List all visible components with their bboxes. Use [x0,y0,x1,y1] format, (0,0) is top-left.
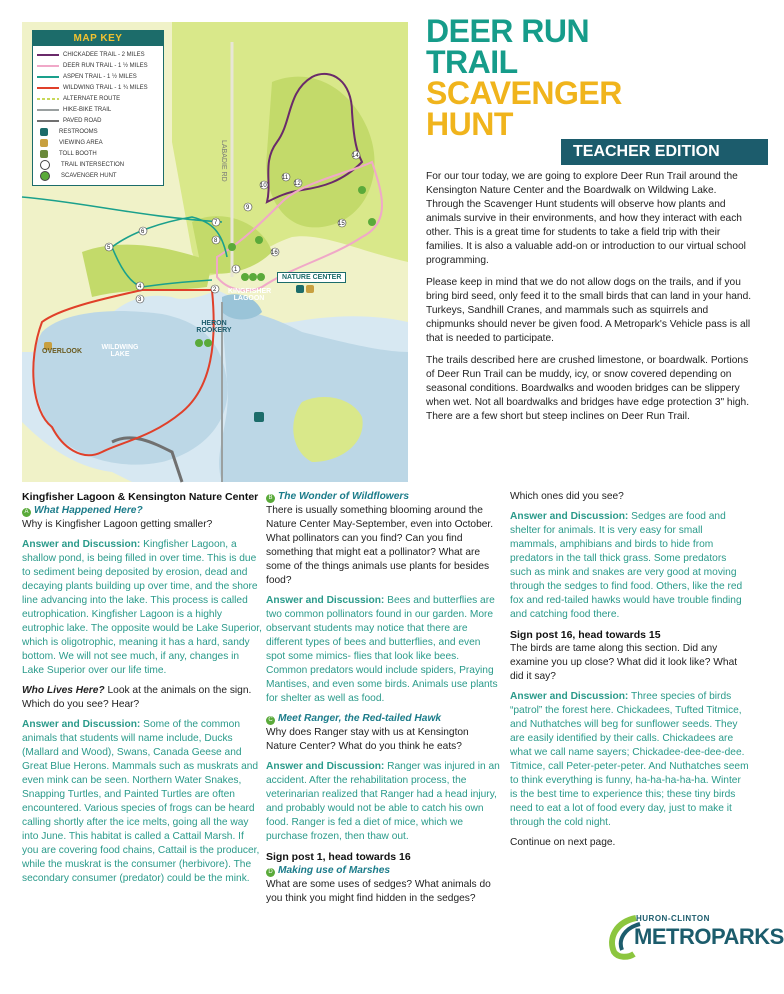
stop-d-question: What are some uses of sedges? What animals do you think you might find hidden in the sedges? [266,879,491,904]
legend-label: RESTROOMS [59,128,98,135]
sign-post-1-heading: Sign post 1, head towards 16 [266,851,411,863]
map-key-title: MAP KEY [33,31,163,46]
answer-text: Bees and butterflies are two common pollinators found in our garden. More observant students may notice that there are different types of bees and butterflies, and even spot some mimics- flies that look like bees. Common predators would include spiders, Praying Mantises, and even some birds. Animals use plants for shelter as well as food. [266,595,498,704]
legend-label: PAVED ROAD [63,117,102,124]
logo-small-text: HURON-CLINTON [636,914,710,923]
column-3 [510,490,750,856]
legend-swatch [37,98,59,100]
stop-b-answer [266,594,502,706]
legend-icon [40,139,48,147]
answer-label: Answer and Discussion: [266,595,385,606]
trail-map [22,22,408,482]
answer-text: Some of the common animals that students will name include, Ducks (Mallard and Wood), Swans, Canada Geese and Great Blue Herons. Mammals such as muskrats and even mink can be seen. Northern Water Snakes, Snapping Turtles, and Painted Turtles are often encountered. Various species of frogs can be heard calling shortly after the ice melts, going all the way into June. This habitat is called a Cattail Marsh. If you are covering food chains, Cattail is the producer, while the muskrat is the consumer (herbivore). The secondary consumer (predator) could be the mink. [22,719,260,884]
legend-item [37,71,159,82]
teacher-edition-banner: TEACHER EDITION [561,139,768,165]
logo-big-text: METROPARKS [634,924,784,949]
wildwing-lake-label: WILDWING LAKE [101,344,139,358]
answer-text: Ranger was injured in an accident. After the rehabilitation process, the veterinarian realized that Ranger had a head injury, and probably would not be able to catch his own food. Ranger is fed a diet of mice, which we purchase frozen, then thaw out. [266,761,500,842]
legend-item [37,104,159,115]
legend-label: ASPEN TRAIL - 1 ½ MILES [63,73,137,80]
continue-note: Continue on next page. [510,837,616,848]
answer-text: Kingfisher Lagoon, a shallow pond, is being filled in over time. This is due to sediment being deposited by erosion, dead and decaying plants building up over time, and the shore line advancing into the lake. This process is called eutrophication. Kingfisher Lagoon is a highly eutrophic lake. The opposite would be Lake Superior, which is oligotrophic, meaning it has a hard, sandy bottom. We will not see much, if any, changes in Lake Superior over our life time. [22,539,262,676]
answer-label: Answer and Discussion: [510,691,629,702]
nature-center-label: NATURE CENTER [277,272,346,283]
legend-label: VIEWING AREA [59,139,103,146]
legend-label: DEER RUN TRAIL - 1 ½ MILES [63,62,148,69]
stop-b-badge: B [266,494,275,503]
intro-text [426,170,754,432]
title-line-2: TRAIL [426,44,518,80]
stop-c-badge: C [266,716,275,725]
stop-d-badge: D [266,868,275,877]
legend-swatch [37,109,59,111]
legend-item [37,148,159,159]
birds-answer [510,690,750,830]
svg-text:10: 10 [260,183,267,189]
svg-text:9: 9 [246,205,250,211]
legend-item [37,126,159,137]
svg-text:5: 5 [107,245,111,251]
answer-label: Answer and Discussion: [510,511,629,522]
legend-label: CHICKADEE TRAIL - 2 MILES [63,51,145,58]
which-did-you-see: Which ones did you see? [510,491,624,502]
legend-icon [40,171,50,181]
legend-item [37,93,159,104]
legend-item [37,49,159,60]
stop-b-question: There is usually something blooming around the Nature Center May-September, even into October. What pollinators can you find? Can you find something that might eat a pollinator? What are some of the things animals use plants for besides food? [266,505,494,586]
legend-icon [40,160,50,170]
stop-c-title: Meet Ranger, the Red-tailed Hawk [278,713,442,724]
legend-label: WILDWING TRAIL - 1 ¾ MILES [63,84,148,91]
who-lives-here-title: Who Lives Here? [22,685,105,696]
legend-item [37,159,159,170]
title-line-1: DEER RUN [426,13,590,49]
stop-a-badge: A [22,508,31,517]
svg-text:11: 11 [282,175,289,181]
map-key [32,30,164,186]
stop-c-question: Why does Ranger stay with us at Kensington Nature Center? What do you think he eats? [266,727,469,752]
who-lives-here-answer [22,718,262,886]
road-label: LABADIE RD [220,140,227,182]
column-1 [22,490,262,892]
svg-text:16: 16 [271,250,278,256]
svg-text:15: 15 [338,221,345,227]
svg-text:8: 8 [214,238,218,244]
who-lives-here [22,684,262,712]
legend-item [37,170,159,181]
svg-text:7: 7 [214,220,218,226]
sign-post-16-heading: Sign post 16, head towards 15 [510,629,661,641]
answer-label: Answer and Discussion: [22,719,141,730]
legend-icon [40,150,48,158]
intro-paragraph: Please keep in mind that we do not allow dogs on the trails, and if you bring bird seed, only feed it to the small birds that can land in your hand. Turkeys, Sandhill Cranes, and mammals such as squirrels and chipmunks should never be given food. A Metropark's Vehicle pass is all that is needed to participate. [426,277,752,344]
title-line-4: HUNT [426,106,513,142]
svg-text:2: 2 [213,287,217,293]
legend-swatch [37,76,59,78]
legend-label: TOLL BOOTH [59,150,97,157]
legend-item [37,115,159,126]
metroparks-logo [606,912,784,962]
stop-d-title: Making use of Marshes [278,865,391,876]
legend-item [37,137,159,148]
who-lives-here-question: Look at the animals on the sign. Which do you see? Hear? [22,685,252,710]
stop-a-answer [22,538,262,678]
legend-label: SCAVENGER HUNT [61,172,117,179]
legend-swatch [37,65,59,67]
legend-item [37,60,159,71]
stop-d-answer [510,510,750,622]
kingfisher-lagoon-label: KINGFISHER LAGOON [228,288,272,302]
section-heading: Kingfisher Lagoon & Kensington Nature Center [22,491,259,503]
stop-a-question: Why is Kingfisher Lagoon getting smaller? [22,519,213,530]
svg-text:4: 4 [138,284,142,290]
legend-label: TRAIL INTERSECTION [61,161,125,168]
stop-c-answer [266,760,502,844]
answer-label: Answer and Discussion: [266,761,385,772]
title-line-3: SCAVENGER [426,75,622,111]
stop-b-title: The Wonder of Wildflowers [278,491,410,502]
legend-label: ALTERNATE ROUTE [63,95,121,102]
overlook-label: OVERLOOK [42,348,83,355]
heron-rookery-label: HERON ROOKERY [196,320,232,334]
stop-a-title: What Happened Here? [34,505,143,516]
svg-text:14: 14 [352,153,359,159]
legend-swatch [37,87,59,89]
svg-text:12: 12 [294,181,301,187]
intro-paragraph: For our tour today, we are going to explore Deer Run Trail around the Kensington Nature Center and the Boardwalk on Wildwing Lake. Through the Scavenger Hunt students will observe how plants and animals survive in their environments, and how they interact with each other. This is a great time for students to take a field trip with their families. It is also a valuable add-on or introduction to our virtual school programming. [426,171,746,266]
column-2 [266,490,502,912]
svg-text:3: 3 [138,297,142,303]
answer-label: Answer and Discussion: [22,539,141,550]
answer-text: Three species of birds “patrol” the forest here. Chickadees, Tufted Titmice, and Nuthatches will beg for sunflower seeds. They are easily identified by their calls. Chickadees are what we call name sayers; Chickadee-dee-dee-dee. Titmice, call Peter-peter-peter. And Nuthatches seem to think everything is funny, ha-ha-ha-ha-ha. Winter is the best time to experience this; these tiny birds need to eat a lot of food every day, just to make it through the cold night. [510,691,749,828]
svg-text:6: 6 [141,229,145,235]
page-title [426,13,622,142]
legend-swatch [37,54,59,56]
map-legend [33,46,163,185]
svg-text:1: 1 [234,267,238,273]
intro-paragraph: The trails described here are crushed limestone, or boardwalk. Portions of Deer Run Trail can be muddy, icy, or snow covered depending on seasonal conditions. Boardwalks and wooden bridges can be slippery when wet. Not all boardwalks and bridges have edge protection 3" high. There are a few short but steep inclines on Deer Run Trail. [426,355,750,422]
legend-item [37,82,159,93]
birds-question: The birds are tame along this section. Did any examine you up close? What did it look like? What did it say? [510,643,738,682]
legend-icon [40,128,48,136]
legend-swatch [37,120,59,122]
legend-label: HIKE-BIKE TRAIL [63,106,112,113]
answer-text: Sedges are food and shelter for animals. It is very easy for small mammals, amphibians and birds to hide from predators in the tall thick grass. Some predators such as mink and snakes are very good at moving through the sedges to find food. Others, like the red fox and red-tailed hawks would have trouble finding and catching food there. [510,511,743,620]
